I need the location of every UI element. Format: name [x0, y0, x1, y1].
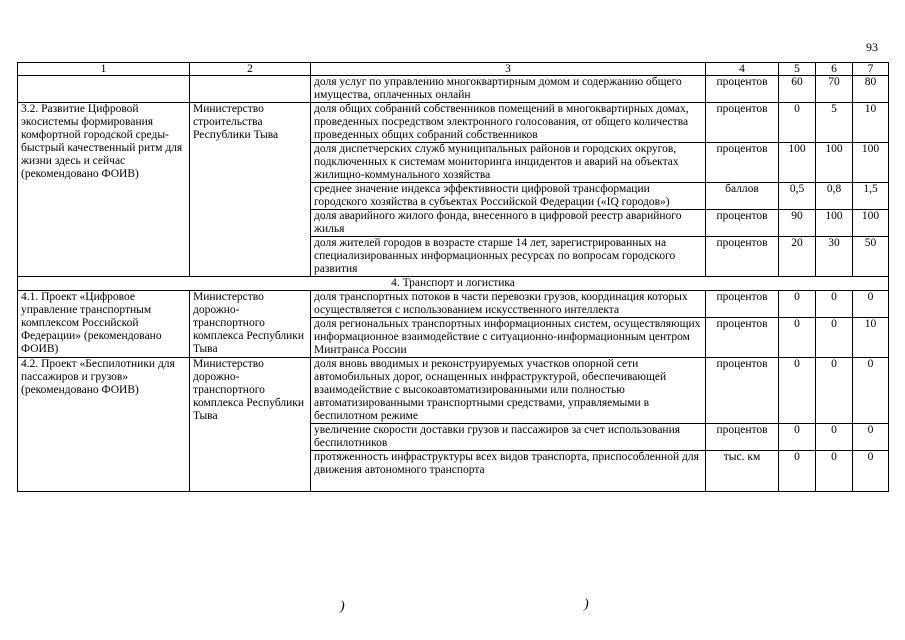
value-cell: 50	[853, 237, 889, 277]
unit-cell: процентов	[706, 210, 779, 237]
value-cell: 0	[779, 318, 816, 358]
unit-cell: процентов	[706, 237, 779, 277]
value-cell: 0	[816, 451, 853, 492]
ministry-cell: Министерство дорожно-транспортного комплекса Республики Тыва	[190, 291, 311, 358]
column-header: 6	[816, 63, 853, 76]
column-header: 4	[706, 63, 779, 76]
value-cell: 0	[779, 291, 816, 318]
indicator-cell: доля вновь вводимых и реконструируемых участков опорной сети автомобильных дорог, оснащенных инфраструктурой, обеспечивающей взаимодействие с высокоавтоматизированными или полностью автоматизированными транспортными средствами, управляемыми в беспилотном режиме	[311, 358, 706, 424]
project-cell: 4.2. Проект «Беспилотники для пассажиров и грузов» (рекомендовано ФОИВ)	[18, 358, 190, 492]
value-cell: 0	[779, 424, 816, 451]
value-cell: 0	[853, 291, 889, 318]
value-cell: 0	[816, 291, 853, 318]
unit-cell: процентов	[706, 291, 779, 318]
unit-cell: процентов	[706, 358, 779, 424]
value-cell: 30	[816, 237, 853, 277]
unit-cell: баллов	[706, 183, 779, 210]
unit-cell: процентов	[706, 143, 779, 183]
section-row	[18, 277, 889, 291]
indicator-cell: доля транспортных потоков в части перевозки грузов, координация которых осуществляется с использованием искусственного интеллекта	[311, 291, 706, 318]
unit-cell: процентов	[706, 103, 779, 143]
project-cell: 3.2. Развитие Цифровой экосистемы формирования комфортной городской среды-быстрый качественный ритм для жизни здесь и сейчас (рекомендовано ФОИВ)	[18, 103, 190, 277]
value-cell: 60	[779, 76, 816, 103]
value-cell: 10	[853, 318, 889, 358]
project-cell: 4.1. Проект «Цифровое управление транспортным комплексом Российской Федерации» (рекомендовано ФОИВ)	[18, 291, 190, 358]
ministry-cell	[190, 76, 311, 103]
value-cell: 1,5	[853, 183, 889, 210]
page-number: 93	[866, 40, 878, 54]
indicator-cell: доля аварийного жилого фонда, внесенного в цифровой реестр аварийного жилья	[311, 210, 706, 237]
value-cell: 80	[853, 76, 889, 103]
value-cell: 10	[853, 103, 889, 143]
indicator-cell: доля услуг по управлению многоквартирным домом и содержанию общего имущества, оплаченных онлайн	[311, 76, 706, 103]
value-cell: 20	[779, 237, 816, 277]
value-cell: 0	[853, 358, 889, 424]
indicator-cell: доля жителей городов в возрасте старше 14 лет, зарегистрированных на специализированных информационных ресурсах по вопросам городского развития	[311, 237, 706, 277]
indicators-table	[17, 62, 889, 492]
value-cell: 0	[853, 424, 889, 451]
value-cell: 100	[816, 210, 853, 237]
value-cell: 0	[779, 451, 816, 492]
value-cell: 90	[779, 210, 816, 237]
value-cell: 100	[853, 143, 889, 183]
value-cell: 100	[853, 210, 889, 237]
unit-cell: процентов	[706, 318, 779, 358]
value-cell: 0	[853, 451, 889, 492]
table-row	[18, 103, 889, 143]
column-header: 5	[779, 63, 816, 76]
unit-cell: процентов	[706, 76, 779, 103]
value-cell: 0	[779, 103, 816, 143]
unit-cell: процентов	[706, 424, 779, 451]
ministry-cell: Министерство строительства Республики Тыва	[190, 103, 311, 277]
indicator-cell: среднее значение индекса эффективности цифровой трансформации городского хозяйства в субъектах Российской Федерации («IQ городов»)	[311, 183, 706, 210]
value-cell: 0,5	[779, 183, 816, 210]
value-cell: 0,8	[816, 183, 853, 210]
column-header: 2	[190, 63, 311, 76]
section-title: 4. Транспорт и логистика	[18, 277, 889, 291]
scan-mark: )	[584, 597, 589, 612]
value-cell: 0	[779, 358, 816, 424]
value-cell: 100	[816, 143, 853, 183]
value-cell: 0	[816, 318, 853, 358]
unit-cell: тыс. км	[706, 451, 779, 492]
value-cell: 5	[816, 103, 853, 143]
value-cell: 70	[816, 76, 853, 103]
project-cell	[18, 76, 190, 103]
column-header: 1	[18, 63, 190, 76]
column-header: 3	[311, 63, 706, 76]
scan-mark: )	[340, 599, 345, 614]
value-cell: 0	[816, 424, 853, 451]
indicator-cell: доля диспетчерских служб муниципальных районов и городских округов, подключенных к системам мониторинга инцидентов и аварий на объектах жилищно-коммунального хозяйства	[311, 143, 706, 183]
indicator-cell: протяженность инфраструктуры всех видов транспорта, приспособленной для движения автономного транспорта	[311, 451, 706, 492]
table-row	[18, 291, 889, 318]
column-header: 7	[853, 63, 889, 76]
value-cell: 100	[779, 143, 816, 183]
ministry-cell: Министерство дорожно-транспортного комплекса Республики Тыва	[190, 358, 311, 492]
table-row	[18, 76, 889, 103]
value-cell: 0	[816, 358, 853, 424]
indicator-cell: увеличение скорости доставки грузов и пассажиров за счет использования беспилотников	[311, 424, 706, 451]
indicator-cell: доля общих собраний собственников помещений в многоквартирных домах, проведенных посредством электронного голосования, от общего количества проведенных общих собраний собственников	[311, 103, 706, 143]
table-row	[18, 358, 889, 424]
indicator-cell: доля региональных транспортных информационных систем, осуществляющих информационное взаимодействие с ситуационно-информационным центром Минтранса России	[311, 318, 706, 358]
column-number-row	[18, 63, 889, 76]
